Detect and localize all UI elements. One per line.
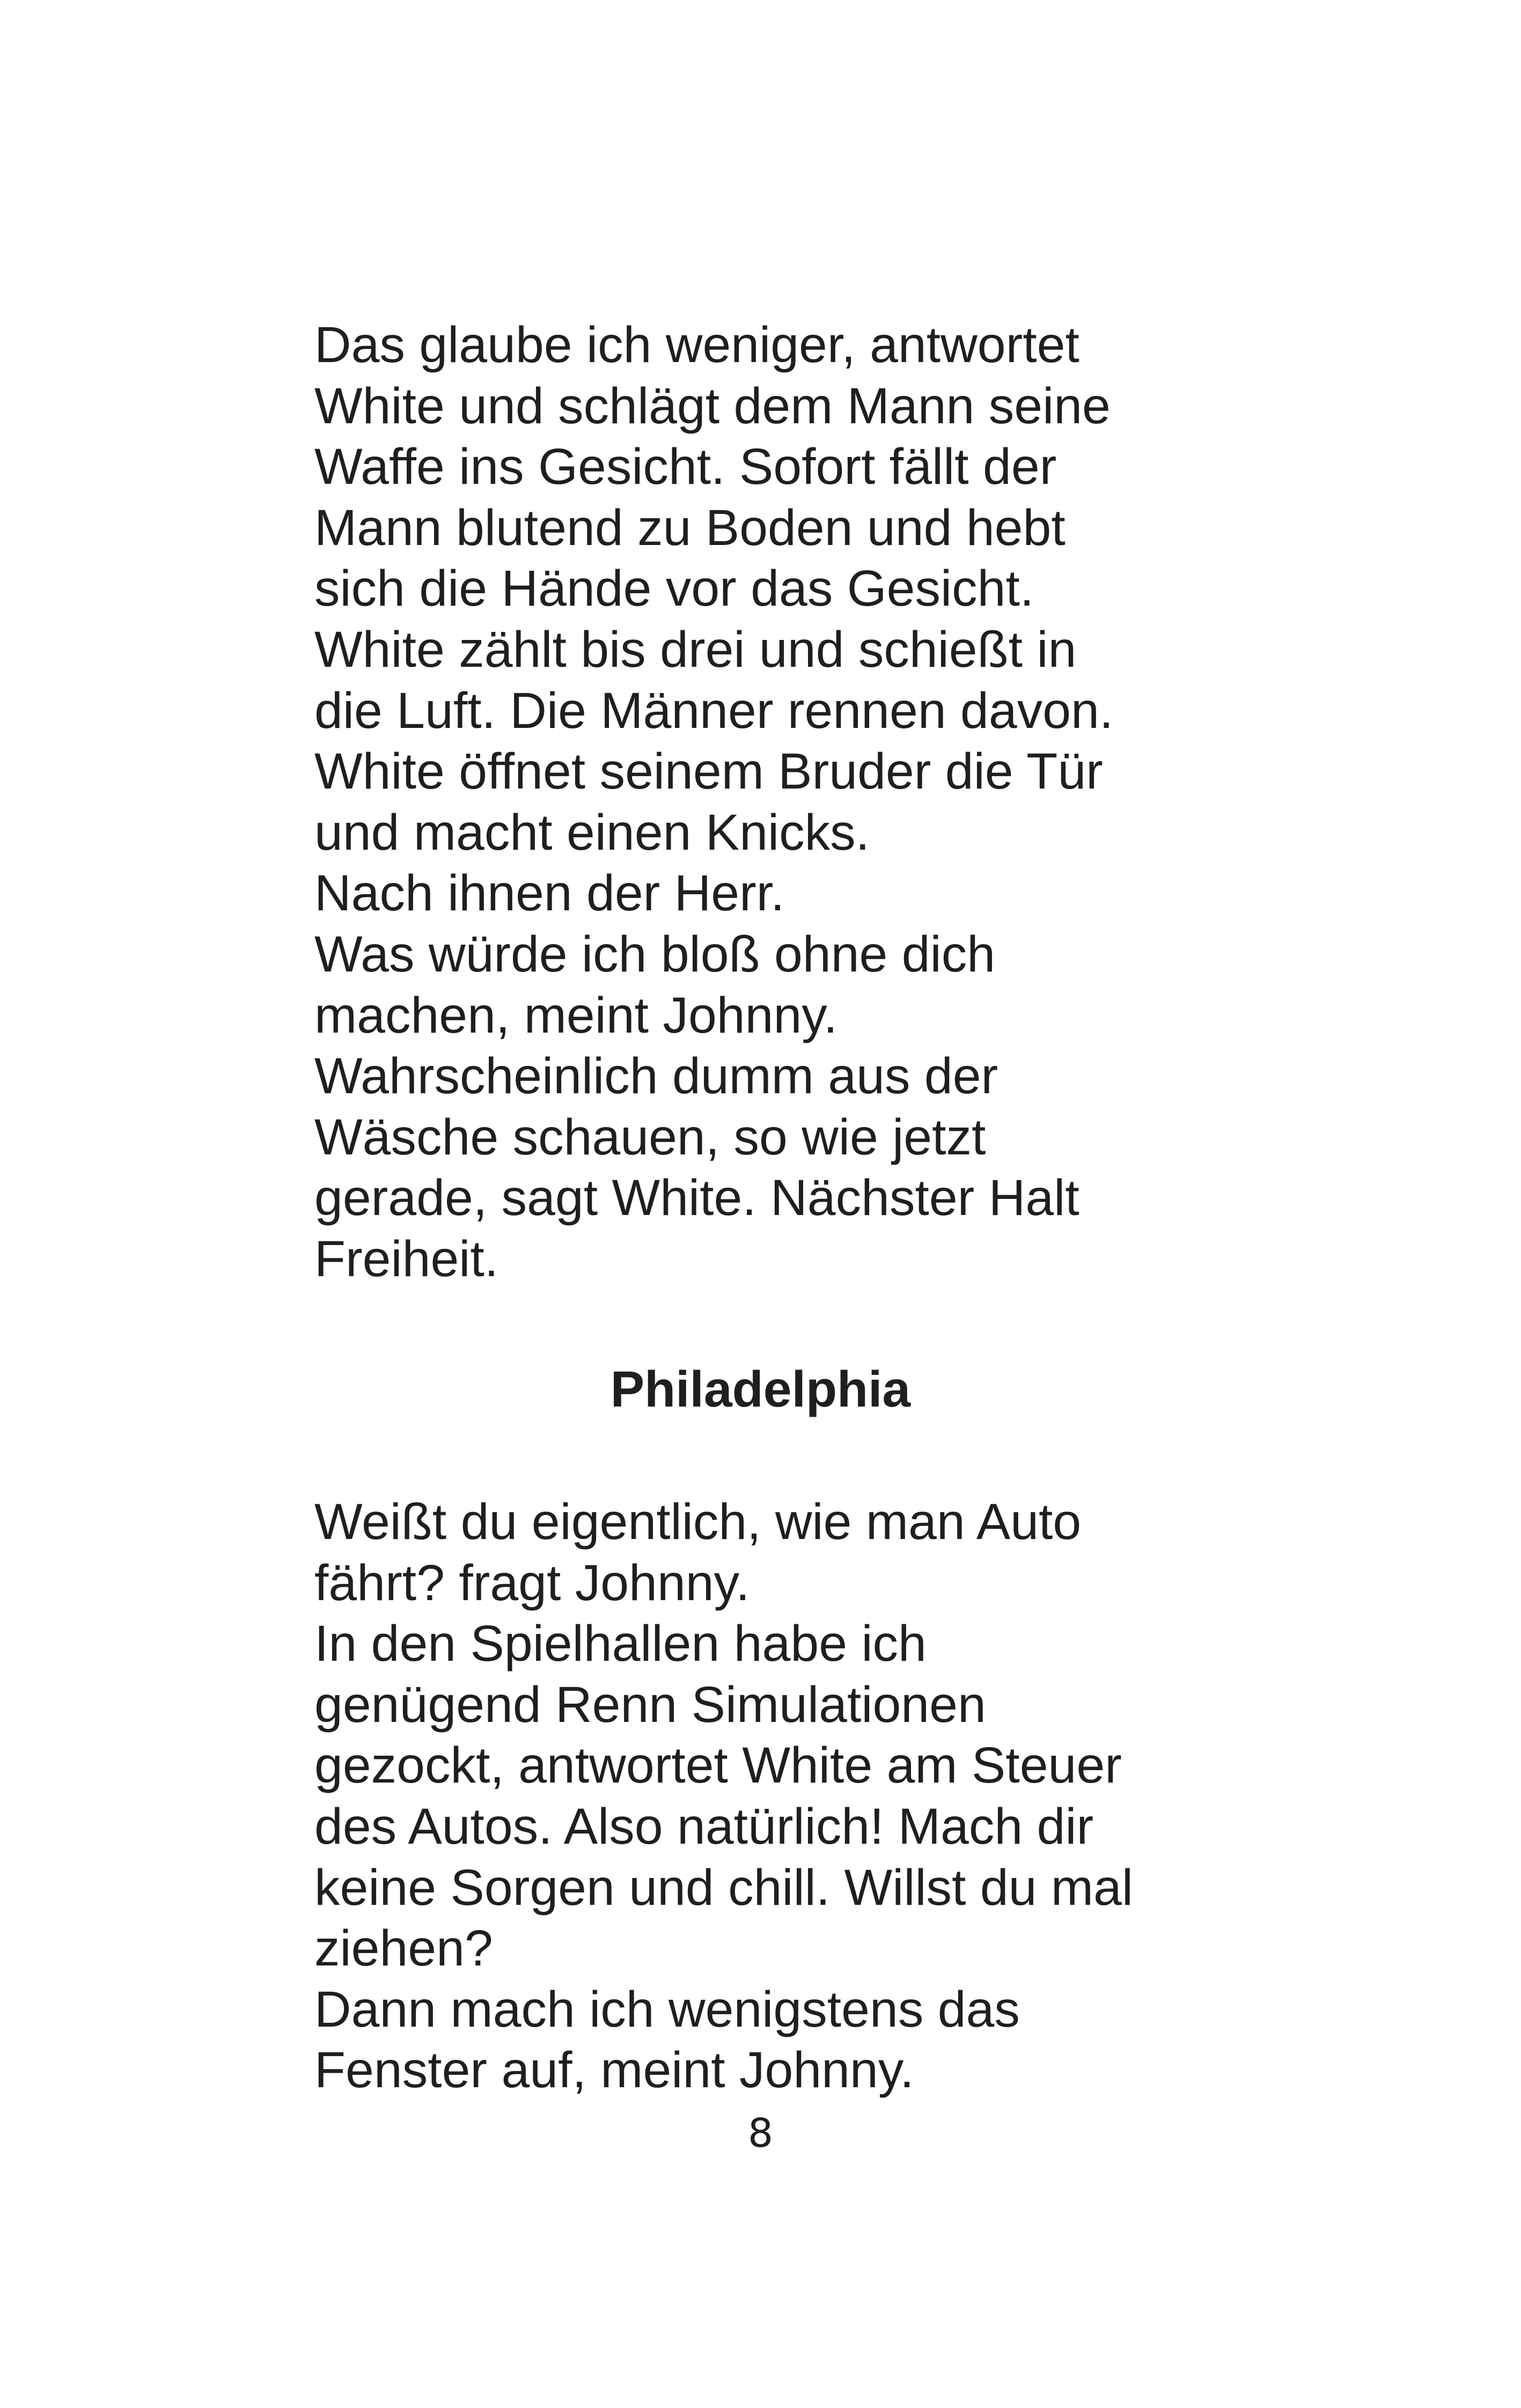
text-line: und macht einen Knicks. bbox=[314, 804, 870, 861]
chapter-heading: Philadelphia bbox=[610, 1361, 911, 1418]
text-line: White und schlägt dem Mann seine bbox=[314, 377, 1111, 435]
text-line: des Autos. Also natürlich! Mach dir bbox=[314, 1798, 1094, 1855]
text-line: Waffe ins Gesicht. Sofort fällt der bbox=[314, 438, 1057, 496]
text-line: ziehen? bbox=[314, 1920, 493, 1977]
page-number: 8 bbox=[747, 2110, 774, 2156]
text-line: sich die Hände vor das Gesicht. bbox=[314, 560, 1034, 617]
text-line: Wäsche schauen, so wie jetzt bbox=[314, 1108, 986, 1166]
text-line: die Luft. Die Männer rennen davon. bbox=[314, 682, 1114, 739]
text-block-before-heading bbox=[314, 315, 1226, 1290]
text-line: Fenster auf, meint Johnny. bbox=[314, 2042, 914, 2099]
text-line: Dann mach ich wenigstens das bbox=[314, 1980, 1020, 2038]
text-line: gezockt, antwortet White am Steuer bbox=[314, 1737, 1122, 1794]
text-line: keine Sorgen und chill. Willst du mal bbox=[314, 1859, 1133, 1916]
text-line: In den Spielhallen habe ich bbox=[314, 1615, 927, 1673]
text-block-after-heading bbox=[314, 1492, 1226, 2101]
text-line: Nach ihnen der Herr. bbox=[314, 865, 785, 922]
text-line: Das glaube ich weniger, antwortet bbox=[314, 316, 1079, 373]
text-line: machen, meint Johnny. bbox=[314, 986, 838, 1044]
text-line: Freiheit. bbox=[314, 1230, 499, 1287]
text-line: Wahrscheinlich dumm aus der bbox=[314, 1048, 998, 1105]
text-line: White zählt bis drei und schießt in bbox=[314, 621, 1077, 678]
text-line: White öffnet seinem Bruder die Tür bbox=[314, 743, 1103, 800]
text-line: fährt? fragt Johnny. bbox=[314, 1554, 750, 1611]
text-line: Mann blutend zu Boden und hebt bbox=[314, 499, 1066, 556]
text-line: Was würde ich bloß ohne dich bbox=[314, 925, 996, 983]
text-line: gerade, sagt White. Nächster Halt bbox=[314, 1169, 1079, 1227]
text-line: genügend Renn Simulationen bbox=[314, 1676, 986, 1733]
text-line: Weißt du eigentlich, wie man Auto bbox=[314, 1493, 1082, 1550]
